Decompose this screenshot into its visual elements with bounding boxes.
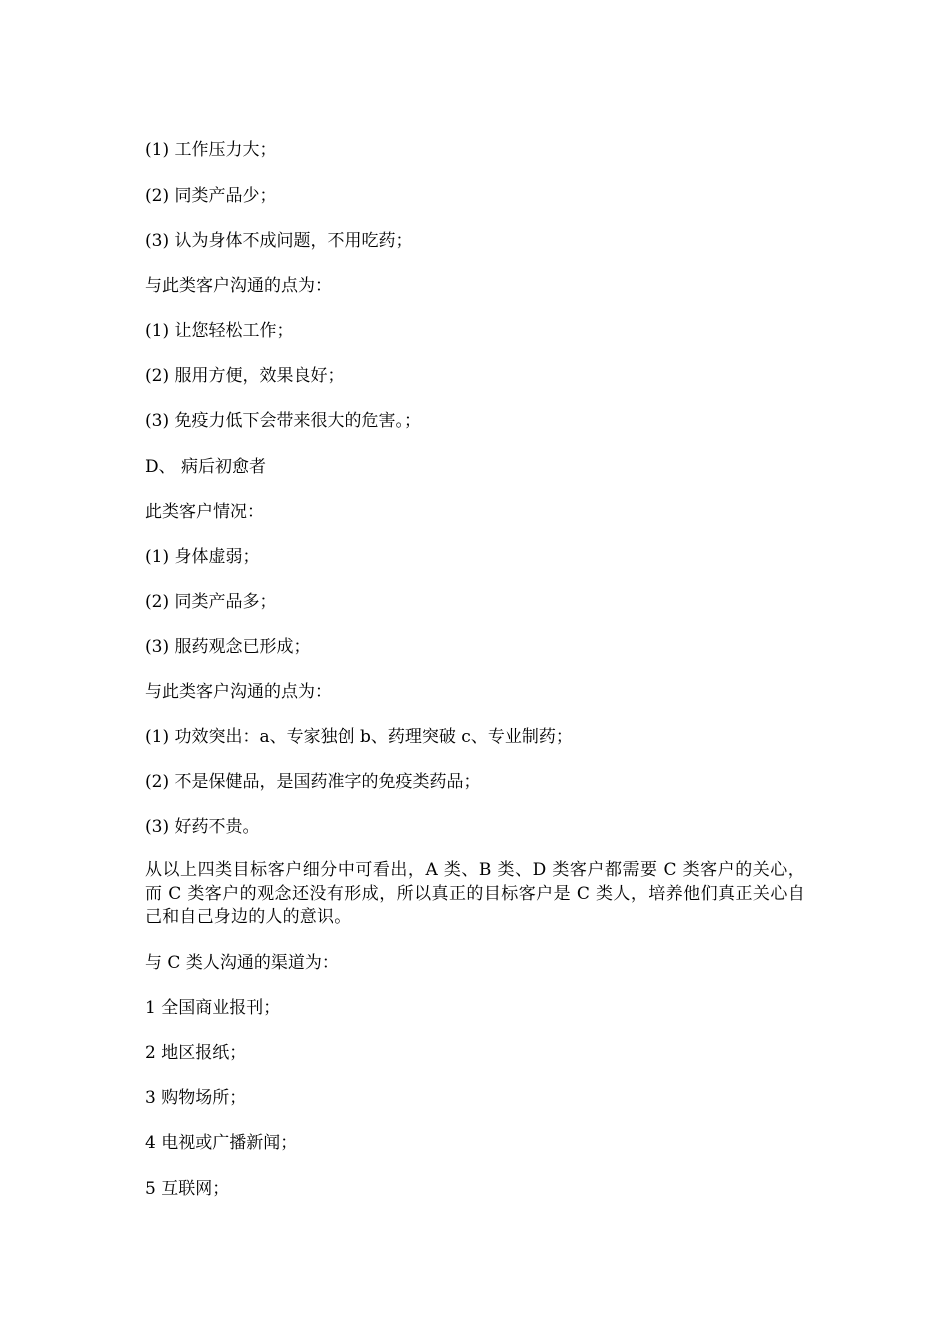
text-line: 1 全国商业报刊；: [145, 998, 281, 1018]
text-line: (1) 让您轻松工作；: [145, 321, 294, 341]
text-line: 2 地区报纸；: [145, 1043, 247, 1063]
text-line: (2) 不是保健品，是国药准字的免疫类药品；: [145, 772, 481, 792]
text-line: (2) 同类产品少；: [145, 186, 277, 206]
text-line: 此类客户情况：: [145, 502, 264, 522]
text-line: 5 互联网；: [145, 1179, 230, 1199]
text-line: (3) 服药观念已形成；: [145, 637, 311, 657]
text-line: 3 购物场所；: [145, 1088, 247, 1108]
text-paragraph: 从以上四类目标客户细分中可看出，A 类、B 类、D 类客户都需要 C 类客户的关心，而 C 类客户的观念还没有形成，所以真正的目标客户是 C 类人，培养他们真正关心自己和自己身边的人的意识。: [145, 860, 805, 927]
text-line: (1) 功效突出：a、专家独创 b、药理突破 c、专业制药；: [145, 727, 573, 747]
text-line: 4 电视或广播新闻；: [145, 1133, 298, 1153]
text-line: (3) 免疫力低下会带来很大的危害。；: [145, 411, 421, 431]
text-line: 与此类客户沟通的点为：: [145, 682, 332, 702]
text-line: (1) 身体虚弱；: [145, 547, 260, 567]
text-line: (1) 工作压力大；: [145, 140, 277, 160]
text-line: (2) 同类产品多；: [145, 592, 277, 612]
text-line: (3) 好药不贵。: [145, 817, 260, 837]
text-line: (3) 认为身体不成问题，不用吃药；: [145, 231, 413, 251]
text-line: 与 C 类人沟通的渠道为：: [145, 953, 339, 973]
text-line: (2) 服用方便，效果良好；: [145, 366, 345, 386]
text-line: 与此类客户沟通的点为：: [145, 276, 332, 296]
text-line: D、 病后初愈者: [145, 457, 267, 477]
